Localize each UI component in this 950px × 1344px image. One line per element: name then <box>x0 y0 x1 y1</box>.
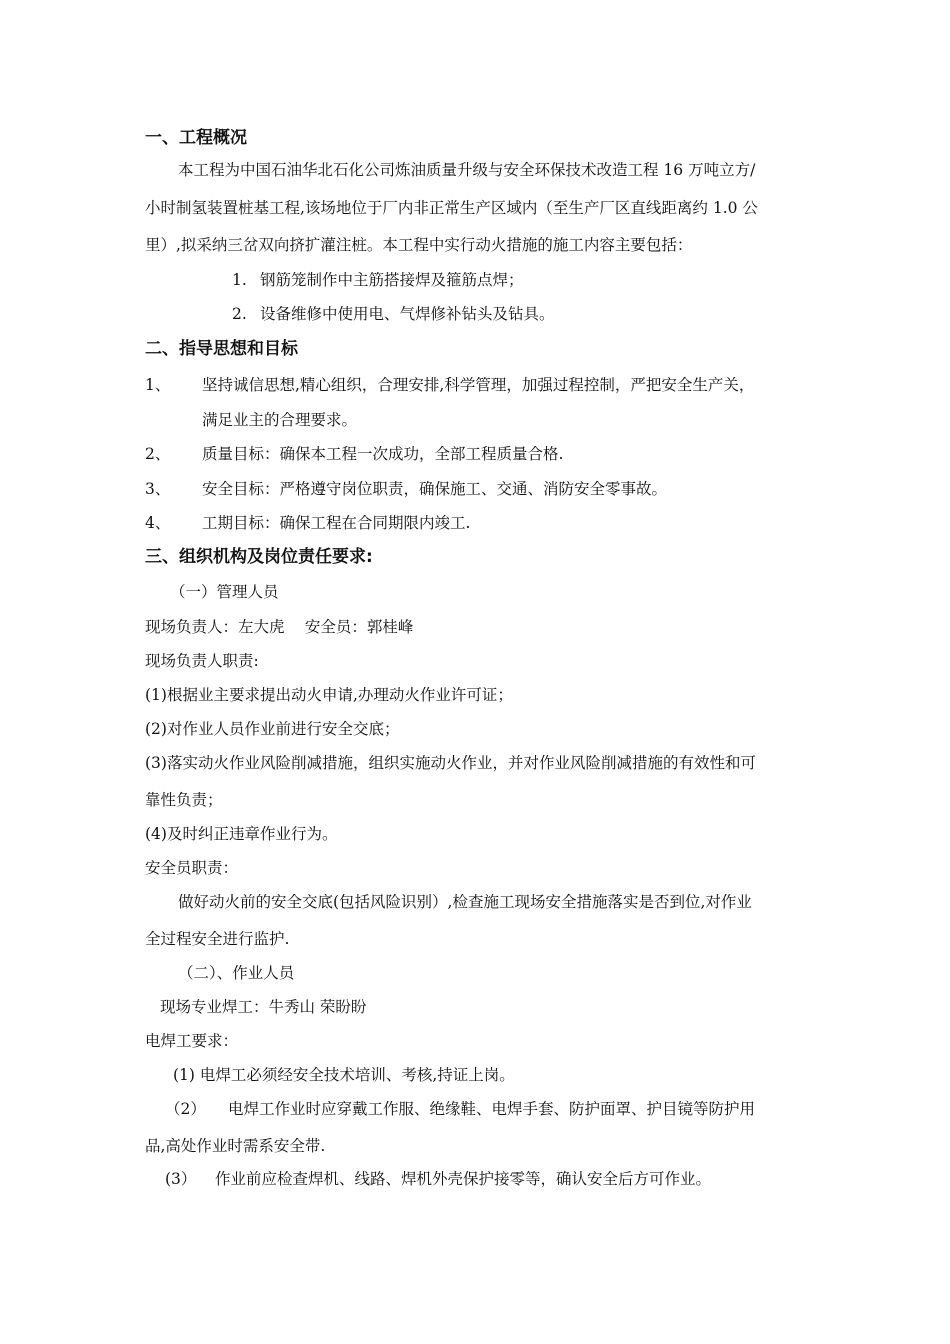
welders-line: 现场专业焊工：牛秀山 荣盼盼 <box>160 998 367 1016</box>
duty-item-continuation: 靠性负责； <box>145 791 223 809</box>
subsection-workers: （二）、作业人员 <box>178 964 295 982</box>
requirement-number: （2） <box>165 1100 206 1118</box>
goal-item-number: 3、 <box>145 480 171 498</box>
safety-duties-title: 安全员职责： <box>145 859 239 877</box>
requirement-item: 作业前应检查焊机、线路、焊机外壳保护接零等，确认安全后方可作业。 <box>215 1170 712 1188</box>
overview-paragraph-line: 本工程为中国石油华北石化公司炼油质量升级与安全环保技术改造工程 16 万吨立方/ <box>178 161 756 179</box>
duty-item: (3)落实动火作业风险削减措施，组织实施动火作业，并对作业风险削减措施的有效性和可 <box>145 754 756 772</box>
requirement-item-continuation: 品,高处作业时需系安全带. <box>145 1137 326 1155</box>
duty-item: (1)根据业主要求提出动火申请,办理动火作业许可证； <box>145 686 513 704</box>
safety-duties-line: 全过程安全进行监护. <box>145 930 290 948</box>
welder-requirements-title: 电焊工要求： <box>145 1032 239 1050</box>
goal-item-text: 质量目标：确保本工程一次成功，全部工程质量合格. <box>202 445 564 463</box>
overview-paragraph-line: 小时制氢装置桩基工程,该场地位于厂内非正常生产区域内（至生产厂区直线距离约 1.0 公 <box>145 199 758 217</box>
staff-line: 现场负责人：左大虎 安全员：郭桂峰 <box>145 618 414 636</box>
list-item-number: 2. <box>232 305 247 323</box>
duty-item: (2)对作业人员作业前进行安全交底； <box>145 720 400 738</box>
requirement-number: (3） <box>165 1170 197 1188</box>
leader-duties-title: 现场负责人职责: <box>145 652 259 670</box>
list-item-text: 钢筋笼制作中主筋搭接焊及箍筋点焊； <box>260 271 524 289</box>
requirement-item: (1) 电焊工必须经安全技术培训、考核,持证上岗。 <box>173 1066 515 1084</box>
list-item-number: 1. <box>232 271 247 289</box>
safety-duties-line: 做好动火前的安全交底(包括风险识别）,检查施工现场安全措施落实是否到位,对作业 <box>178 893 752 911</box>
goal-item-number: 2、 <box>145 445 171 463</box>
section-heading-organization: 三、组织机构及岗位责任要求: <box>145 547 373 567</box>
overview-paragraph-line: 里）,拟采纳三岔双向挤扩灌注桩。本工程中实行动火措施的施工内容主要包括： <box>145 236 693 254</box>
goal-item-number: 1、 <box>145 376 171 394</box>
section-heading-overview: 一、工程概况 <box>145 128 247 148</box>
subsection-management: （一）管理人员 <box>170 583 279 601</box>
requirement-item: 电焊工作业时应穿戴工作服、绝缘鞋、电焊手套、防护面罩、护目镜等防护用 <box>228 1100 756 1118</box>
goal-item-number: 4、 <box>145 514 171 532</box>
duty-item: (4)及时纠正违章作业行为。 <box>145 825 338 843</box>
goal-item-text: 坚持诚信思想,精心组织，合理安排,科学管理，加强过程控制，严把安全生产关， <box>202 376 755 394</box>
goal-item-continuation: 满足业主的合理要求。 <box>202 411 358 429</box>
goal-item-text: 安全目标：严格遵守岗位职责，确保施工、交通、消防安全零事故。 <box>202 480 668 498</box>
list-item-text: 设备维修中使用电、气焊修补钻头及钻具。 <box>260 305 555 323</box>
section-heading-guidance: 二、指导思想和目标 <box>145 339 298 359</box>
goal-item-text: 工期目标：确保工程在合同期限内竣工. <box>202 514 471 532</box>
